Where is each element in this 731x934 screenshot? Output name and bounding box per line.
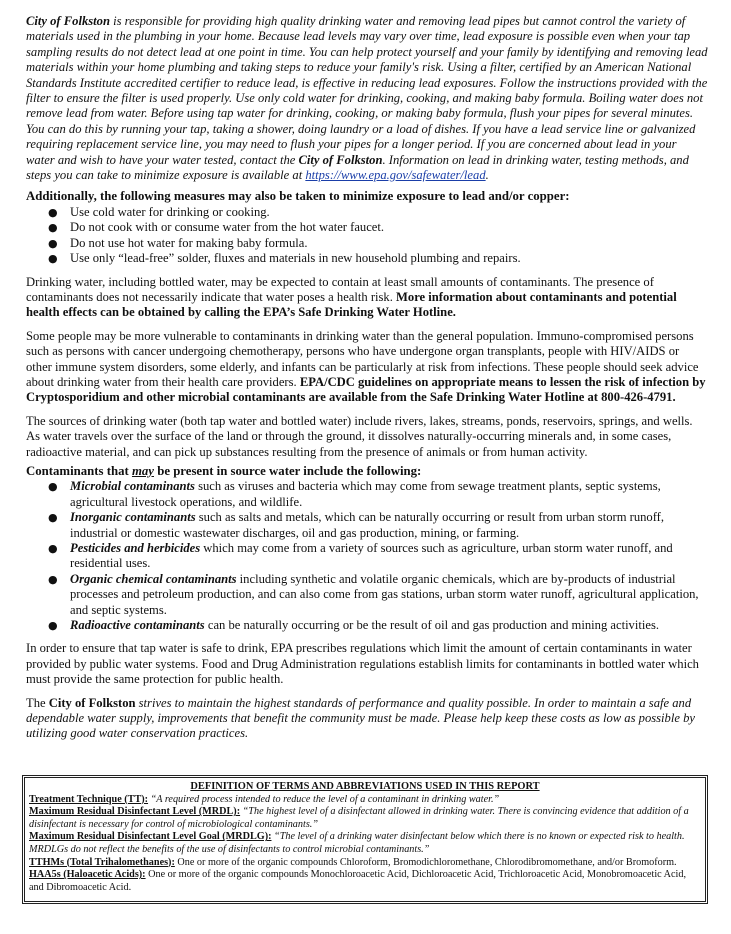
list-item-text: Do not use hot water for making baby formula.	[70, 235, 308, 250]
definition-text: “The level of a drinking water disinfectant below which there is no known or expected risk to health. MRDLGs do not reflect the benefits of the use of disinfectants to control microbial contaminants.”	[29, 831, 685, 855]
contaminant-term: Pesticides and herbicides	[70, 541, 201, 555]
list-item-text: Use only “lead-free” solder, fluxes and materials in new household plumbing and repairs.	[70, 251, 521, 266]
closing-text: strives to maintain the highest standards of performance and quality possible. In order to maintain a safe and dependable water supply, improvements that benefit the community must be made. Please help keep these costs as low as possible by utilizing good water conservation practices.	[26, 695, 695, 741]
vulnerable-text: Some people may be more vulnerable to contaminants in drinking water than the general population. Immuno-compromised persons such as persons with cancer undergoing chemotherapy, persons who have undergone organ transplants, people with HIV/AIDS or other immune system disorders, some elderly, and infants can be particularly at risk from infections. These people should seek advice about drinking water from their health care providers.	[26, 328, 699, 389]
definition-entry	[29, 794, 701, 807]
definition-text: “The highest level of a disinfectant allowed in drinking water. There is convincing evidence that addition of a disinfectant is necessary for control of microbiological contaminants.”	[29, 806, 689, 830]
bullet-icon: ●	[48, 511, 58, 525]
definition-text: “A required process intended to reduce the level of a contaminant in drinking water.”	[148, 793, 500, 805]
contaminant-text: can be naturally occurring or be the result of oil and gas production and mining activities.	[204, 618, 659, 633]
definition-entry	[29, 806, 701, 831]
epa-lead-link[interactable]: https://www.epa.gov/safewater/lead	[305, 168, 486, 183]
closing-text: The	[26, 695, 49, 710]
contaminants-heading	[26, 464, 708, 479]
bullet-icon: ●	[48, 252, 58, 266]
contaminants-list	[26, 479, 708, 633]
regulations-paragraph: In order to ensure that tap water is safe to drink, EPA prescribes regulations which limit the amount of certain contaminants in water provided by public water systems. Food and Drug Administration regulations establish limits for contaminants in bottled water which must provide the same protection for public health.	[26, 641, 699, 687]
definition-term: Maximum Residual Disinfectant Level Goal (MRDLG):	[29, 831, 272, 843]
definition-term: TTHMs (Total Trihalomethanes):	[29, 856, 175, 868]
list-item	[26, 251, 708, 266]
contaminant-text: such as salts and metals, which can be naturally occurring or result from urban storm runoff, industrial or domestic wastewater discharges, oil and gas production, mining, or farming.	[70, 510, 665, 540]
vulnerable-paragraph	[26, 329, 708, 406]
list-item	[26, 618, 708, 633]
definitions-box	[22, 775, 708, 904]
heading-text: Contaminants that	[26, 463, 132, 478]
city-name: City of Folkston	[26, 14, 110, 28]
heading-emphasis: may	[131, 463, 154, 478]
bullet-icon: ●	[48, 542, 58, 555]
contaminant-term: Organic chemical contaminants	[70, 571, 237, 586]
heading-text: be present in source water include the following:	[154, 463, 422, 478]
definition-entry	[29, 831, 701, 856]
cdc-guidelines-note: EPA/CDC guidelines on appropriate means to lessen the risk of infection by Cryptosporidium and other microbial contaminants are available from the Safe Drinking Water Hotline at 800-426-4791.	[26, 374, 706, 405]
contaminant-term: Inorganic contaminants	[70, 510, 196, 525]
bullet-icon: ●	[48, 205, 58, 219]
contaminant-term: Radioactive contaminants	[70, 618, 205, 633]
list-item	[26, 572, 708, 618]
bullet-icon: ●	[48, 221, 58, 235]
lead-info-text-1: is responsible for providing high quality drinking water and removing lead pipes but cannot control the variety of materials used in the plumbing in your home. Because lead levels may vary over time, lead exposure is possible even when your tap sampling results do not detect lead at one point in time. You can help protect yourself and your family by identifying and removing lead materials within your home plumbing and taking steps to reduce your family's risk. Using a filter, certified by an American National Standards Institute accredited certifier to reduce lead, is effective in reducing lead exposures. Follow the instructions provided with the filter to ensure the filter is used properly. Use only cold water for drinking, cooking, and making baby formula. Boiling water does not remove lead from water. Before using tap water for drinking, cooking, or making baby formula, flush your pipes for several minutes. You can do this by running your tap, taking a shower, doing laundry or a load of dishes. If you have a lead service line or galvanized requiring replacement service line, you may need to flush your pipes for a longer period. If you are concerned about lead in your water and wish to have your water tested, contact the	[26, 14, 708, 167]
contaminant-text: which may come from a variety of sources such as agriculture, urban storm water runoff, and residential uses.	[70, 541, 673, 571]
definition-text: One or more of the organic compounds Chloroform, Bromodichloromethane, Chlorodibromomethane, and/or Bromoform.	[174, 856, 677, 868]
list-item	[26, 510, 708, 541]
list-item	[26, 479, 708, 510]
measures-heading: Additionally, the following measures may also be taken to minimize exposure to lead and/or copper:	[26, 189, 570, 204]
contaminant-term: Microbial contaminants	[70, 479, 195, 494]
list-item	[26, 205, 708, 220]
definition-term: Maximum Residual Disinfectant Level (MRDL):	[29, 806, 241, 818]
contaminant-text: including synthetic and volatile organic chemicals, which are by-products of industrial processes and petroleum production, and can also come from gas stations, urban storm water runoff, agricultural application, and septic systems.	[70, 571, 699, 617]
list-item	[26, 236, 708, 251]
definition-term: Treatment Technique (TT):	[29, 793, 149, 805]
document-page	[26, 14, 708, 742]
bullet-icon: ●	[48, 480, 58, 494]
list-item-text: Use cold water for drinking or cooking.	[70, 204, 270, 219]
list-item-text: Do not cook with or consume water from the hot water faucet.	[70, 220, 385, 235]
city-name: City of Folkston	[48, 695, 136, 710]
definition-term: HAA5s (Haloacetic Acids):	[29, 869, 146, 881]
definition-entry	[29, 869, 701, 894]
bottled-text: Drinking water, including bottled water, may be expected to contain at least small amounts of contaminants. The presence of contaminants does not necessarily indicate that water poses a health risk.	[26, 274, 654, 304]
contaminant-text: such as viruses and bacteria which may come from sewage treatment plants, septic systems, agricultural livestock operations, and wildlife.	[70, 479, 661, 509]
hotline-note: More information about contaminants and potential health effects can be obtained by calling the EPA’s Safe Drinking Water Hotline.	[26, 289, 677, 320]
bullet-icon: ●	[48, 572, 58, 586]
lead-info-text-2: . Information on lead in drinking water, testing methods, and steps you can take to minimize exposure is available at	[26, 152, 689, 183]
closing-paragraph	[26, 696, 708, 742]
definitions-title: DEFINITION OF TERMS AND ABBREVIATIONS USED IN THIS REPORT	[190, 781, 540, 792]
sources-paragraph: The sources of drinking water (both tap water and bottled water) include rivers, lakes, streams, ponds, reservoirs, springs, and wells. As water travels over the surface of the land or through the ground, it dissolves naturally-occurring minerals and, in some cases, radioactive material, and can pick up substances resulting from the presence of animals or from human activity.	[26, 413, 693, 459]
city-name: City of Folkston	[298, 152, 383, 167]
definition-text: One or more of the organic compounds Monochloroacetic Acid, Dichloroacetic Acid, Trichloroacetic Acid, Monobromoacetic Acid, and Dibromoacetic Acid.	[29, 869, 687, 893]
list-item	[26, 220, 708, 235]
bullet-icon: ●	[48, 619, 58, 633]
definition-entry	[29, 857, 701, 870]
period: .	[485, 168, 489, 183]
bottled-water-paragraph	[26, 275, 708, 321]
list-item	[26, 541, 708, 572]
measures-list	[26, 205, 708, 267]
lead-info-paragraph	[26, 14, 708, 183]
bullet-icon: ●	[48, 236, 58, 250]
